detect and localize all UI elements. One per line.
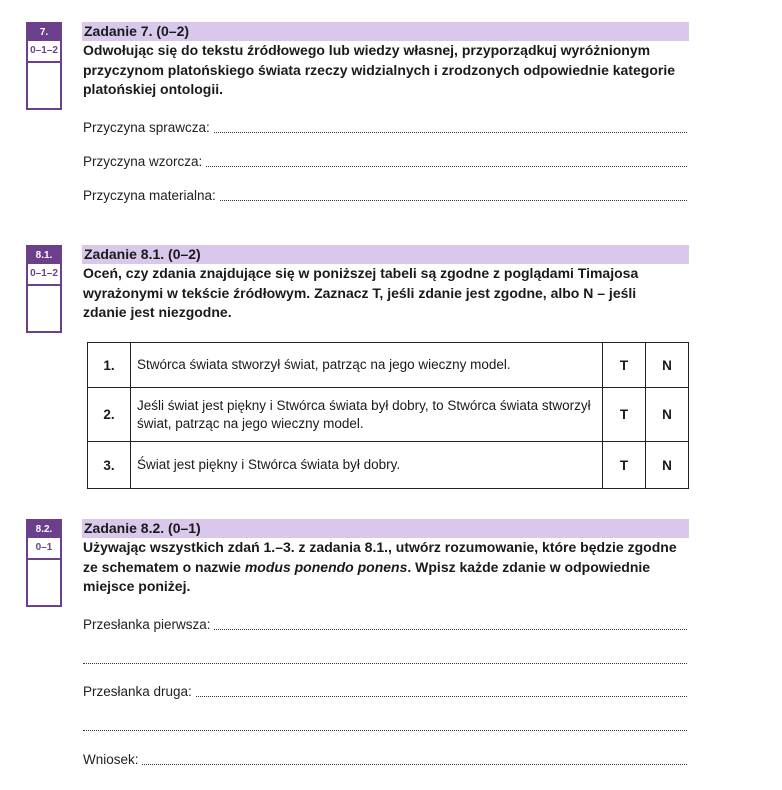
- statement-text: Jeśli świat jest piękny i Stwórca świata był dobry, to Stwórca świata stworzył świat, patrząc na jego wieczny model.: [131, 388, 603, 442]
- true-false-table: [87, 342, 689, 489]
- task-title: Zadanie 8.2. (0–1): [82, 519, 689, 538]
- option-false[interactable]: N: [646, 343, 689, 388]
- score-entry-field[interactable]: [28, 63, 60, 110]
- answer-line[interactable]: Przesłanka druga:: [83, 683, 687, 699]
- answer-line[interactable]: Przyczyna materialna:: [83, 187, 687, 203]
- row-number: 1.: [88, 343, 131, 388]
- option-true[interactable]: T: [603, 442, 646, 489]
- answer-line[interactable]: [83, 650, 687, 666]
- option-false[interactable]: N: [646, 388, 689, 442]
- row-number: 3.: [88, 442, 131, 489]
- task-title: Zadanie 8.1. (0–2): [82, 245, 689, 264]
- statement-text: Świat jest piękny i Stwórca świata był dobry.: [131, 442, 603, 489]
- task-instruction: Oceń, czy zdania znajdujące się w poniższej tabeli są zgodne z poglądami Timajosa wyrażonymi w tekście źródłowym. Zaznacz T, jeśli zdanie jest zgodne, albo N – jeśli zdanie jest niezgodne.: [83, 265, 639, 320]
- score-box-task81: [26, 245, 62, 333]
- statement-text: Stwórca świata stworzył świat, patrząc na jego wieczny model.: [131, 343, 603, 388]
- task-instruction: Używając wszystkich zdań 1.–3. z zadania 8.1., utwórz rozumowanie, które będzie zgodne ze schematem o nazwie modus ponendo ponens. Wpisz każde zdanie w odpowiednie miejsce poniżej.: [83, 539, 677, 594]
- option-true[interactable]: T: [603, 388, 646, 442]
- score-box-task82: [26, 519, 62, 607]
- task-number: 8.2.: [28, 521, 60, 538]
- row-number: 2.: [88, 388, 131, 442]
- score-entry-field[interactable]: [28, 286, 60, 333]
- table-row: [88, 388, 689, 442]
- task-title: Zadanie 7. (0–2): [82, 22, 689, 41]
- task-instruction: Odwołując się do tekstu źródłowego lub wiedzy własnej, przyporządkuj wyróżnionym przyczynom platońskiego świata rzeczy widzialnych i zrodzonych odpowiednie kategorie platońskiej ontologii.: [83, 42, 676, 97]
- task-number: 7.: [28, 24, 60, 41]
- option-true[interactable]: T: [603, 343, 646, 388]
- table-row: [88, 343, 689, 388]
- score-entry-field[interactable]: [28, 560, 60, 607]
- score-box-task7: [26, 22, 62, 110]
- table-row: [88, 442, 689, 489]
- answer-line[interactable]: Przyczyna sprawcza:: [83, 119, 687, 135]
- score-range: 0–1–2: [28, 264, 60, 286]
- score-range: 0–1–2: [28, 41, 60, 63]
- answer-line[interactable]: Wniosek:: [83, 751, 687, 767]
- option-false[interactable]: N: [646, 442, 689, 489]
- answer-line[interactable]: Przesłanka pierwsza:: [83, 616, 687, 632]
- task-number: 8.1.: [28, 247, 60, 264]
- answer-line[interactable]: [83, 717, 687, 733]
- answer-line[interactable]: Przyczyna wzorcza:: [83, 153, 687, 169]
- score-range: 0–1: [28, 538, 60, 560]
